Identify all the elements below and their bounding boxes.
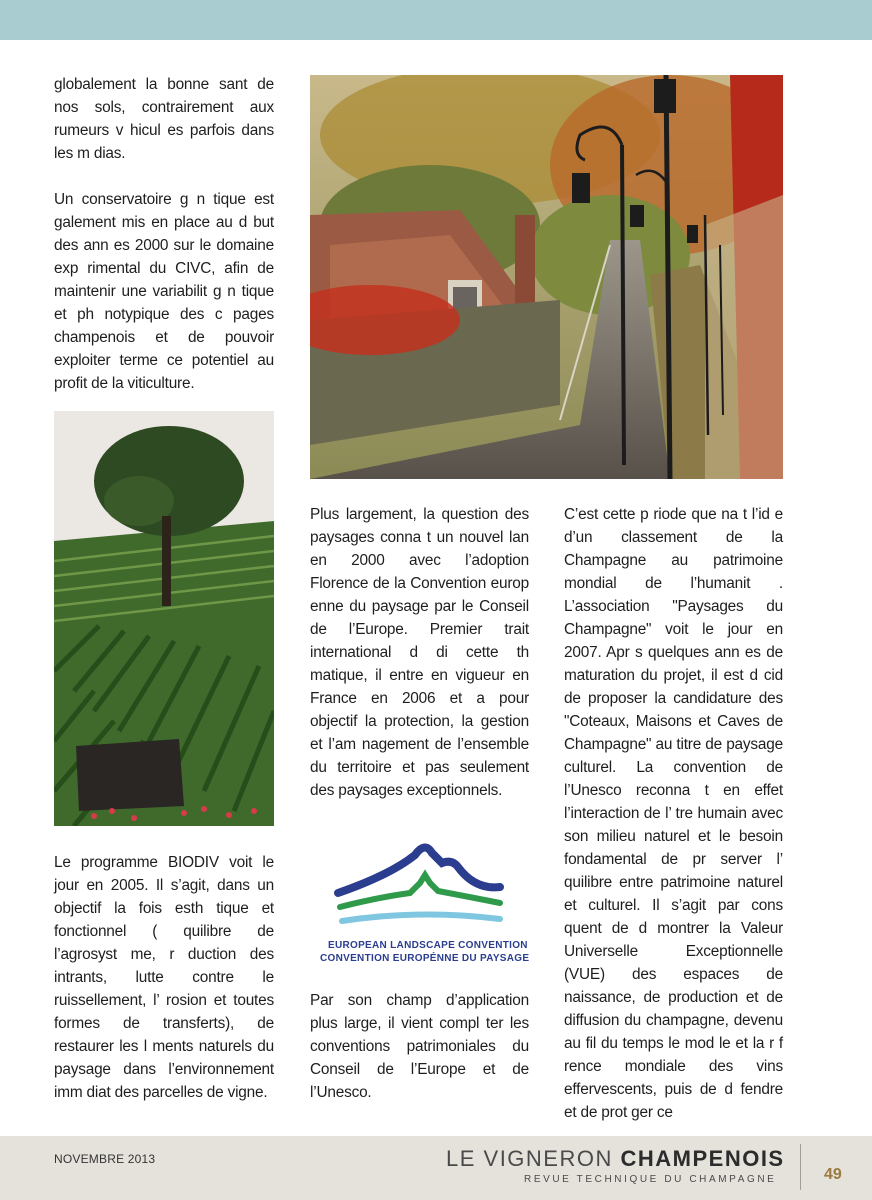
photo-village-street xyxy=(310,75,783,479)
page-footer xyxy=(0,1136,872,1200)
paragraph-convention-europe: Plus largement, la question des paysages conna t un nouvel lan en 2000 avec l’adoption Florence de la Convention europ enne du paysage par le Conseil de l’Europe. Premier trait international d di cette th matique, il entre en vigueur en France en 2006 et a pour objectif la protection, la gestion et l’am nagement de l’ensemble du territoire et pas seulement des paysages exceptionnels. xyxy=(310,506,529,799)
top-color-band xyxy=(0,0,872,40)
column-1-text-lower xyxy=(54,851,274,1104)
column-2-text-upper xyxy=(310,503,529,802)
magazine-title-light: LE VIGNERON xyxy=(446,1146,621,1171)
column-3-text xyxy=(564,503,783,1124)
logo-line-1: EUROPEAN LANDSCAPE CONVENTION xyxy=(328,940,528,951)
paragraph-biodiv: Le programme BIODIV voit le jour en 2005. Il s’agit, dans un objectif la fois esth tique et fonctionnel ( quilibre de l’agrosyst me, r duction des intrants, lutte contre le ruissellement, l’ rosion et toutes formes de transferts), de restaurer les l ments naturels du paysage dans l’environnement imm diat des parcelles de vigne. xyxy=(54,854,274,1101)
magazine-title-strong: CHAMPENOIS xyxy=(620,1146,785,1171)
paragraph-soils: globalement la bonne sant de nos sols, contrairement aux rumeurs v hicul es parfois dans les m dias. xyxy=(54,76,274,162)
footer-divider xyxy=(800,1144,801,1190)
column-1-text-upper xyxy=(54,73,274,395)
magazine-subtitle: REVUE TECHNIQUE DU CHAMPAGNE xyxy=(524,1174,777,1185)
logo-line-2: CONVENTION EUROPÉNNE DU PAYSAGE xyxy=(320,953,529,964)
paragraph-champ-application: Par son champ d’application plus large, il vient compl ter les conventions patrimoniales du Conseil de l’Europe et de l’Unesco. xyxy=(310,992,529,1101)
paragraph-conservatoire: Un conservatoire g n tique est galement mis en place au d but des ann es 2000 sur le domaine exp rimental du CIVC, afin de maintenir une variabilit g n tique et ph notypique des c pages champenois et de pouvoir exploiter terme ce potentiel au profit de la viticulture. xyxy=(54,191,274,392)
issue-date: NOVEMBRE 2013 xyxy=(54,1152,156,1166)
column-2-text-lower xyxy=(310,989,529,1104)
magazine-title xyxy=(446,1146,785,1172)
photo-vineyard-tree xyxy=(54,411,274,826)
paragraph-unesco: C’est cette p riode que na t l’id e d’un classement de la Champagne au patrimoine mondial de l’humanit . L’association "Paysages du Champagne" voit le jour en 2007. Apr s quelques ann es de maturation du projet, il est d cid de proposer la candidature des "Coteaux, Maisons et Caves de Champagne" au titre de paysage culturel. La convention de l’Unesco reconna t en effet l’interaction de l’ tre humain avec son milieu naturel et le besoin fondamental de pr server l’ quilibre entre patrimoine naturel et culturel. Il s’agit par cons quent de d montrer la Valeur Universelle Exceptionnelle (VUE) des espaces de naissance, de production et de diffusion du champagne, devenu au fil du temps le mod le et la r f rence mondiale des vins effervescents, puis de d fendre et de prot ger ce xyxy=(564,506,783,1121)
european-landscape-convention-logo xyxy=(310,835,529,970)
page-number: 49 xyxy=(824,1166,842,1183)
